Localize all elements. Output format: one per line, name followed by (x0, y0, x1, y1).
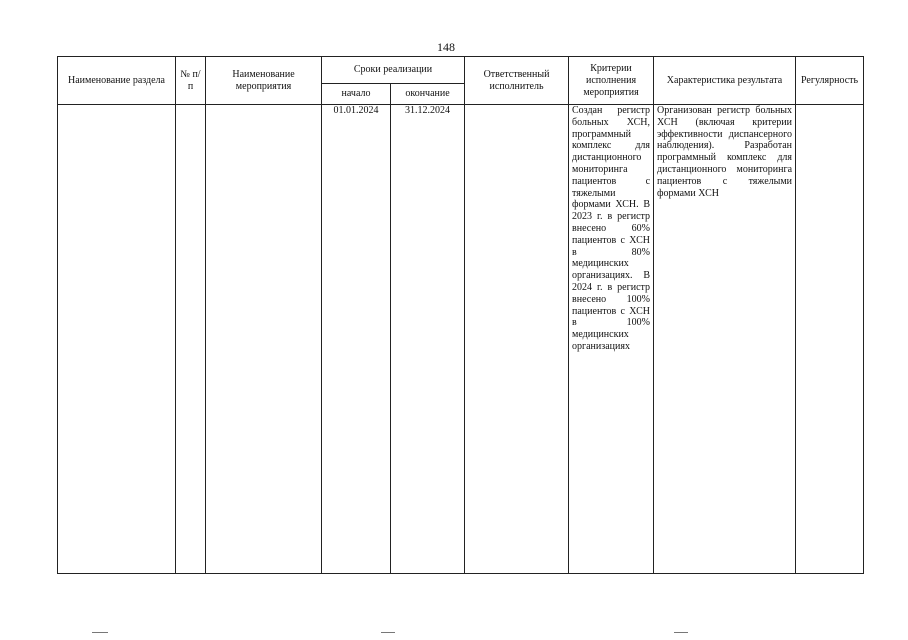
scan-artifact-line (381, 632, 395, 633)
cell-start-date: 01.01.2024 (322, 105, 391, 574)
cell-end-date: 31.12.2024 (391, 105, 465, 574)
header-regularity: Регулярность (796, 57, 864, 105)
activity-plan-table (57, 56, 864, 574)
scan-artifact-line (92, 632, 108, 633)
cell-result: Организован регистр больных ХСН (включая критерии эффективности диспансерного наблюдения). Разработан программный комплекс для дистанционного мониторинга пациентов с тяжелыми формами ХСН (654, 105, 796, 574)
header-criteria: Критерии исполнения мероприятия (569, 57, 654, 105)
header-row (58, 57, 864, 84)
cell-number (176, 105, 206, 574)
header-start: начало (322, 84, 391, 105)
header-timeline: Сроки реализации (322, 57, 465, 84)
cell-criteria: Создан регистр больных ХСН, программный комплекс для дистанционного мониторинга пациентов с тяжелыми формами ХСН. В 2023 г. в регистр внесено 60% пациентов с ХСН в 80% медицинских организациях. В 2024 г. в регистр внесено 100% пациентов с ХСН в 100% медицинских организациях (569, 105, 654, 574)
cell-section-name (58, 105, 176, 574)
cell-responsible (465, 105, 569, 574)
header-responsible: Ответственный исполнитель (465, 57, 569, 105)
header-section-name: Наименование раздела (58, 57, 176, 105)
header-end: окончание (391, 84, 465, 105)
cell-activity-name (206, 105, 322, 574)
header-activity-name: Наименование мероприятия (206, 57, 322, 105)
scan-artifact-line (674, 632, 688, 633)
header-result: Характеристика результата (654, 57, 796, 105)
cell-regularity (796, 105, 864, 574)
table-row (58, 105, 864, 574)
page-number: 148 (437, 40, 455, 54)
header-number: № п/п (176, 57, 206, 105)
